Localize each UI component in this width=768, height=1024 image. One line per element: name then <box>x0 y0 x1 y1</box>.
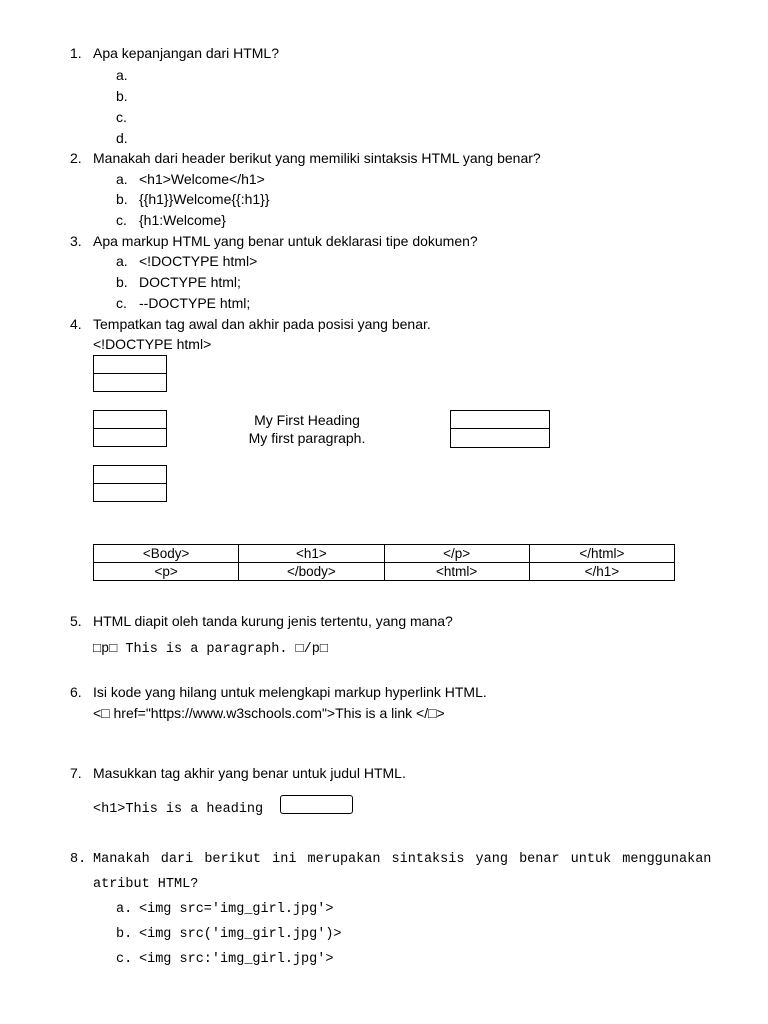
q8-text-line1: Manakah dari berikut ini merupakan sintaksis yang benar untuk menggunakan <box>93 852 712 867</box>
table-row <box>94 545 675 563</box>
q3-option-a-letter: a. <box>116 253 128 269</box>
q2-option-b-letter: b. <box>116 191 128 207</box>
blank-box-3[interactable] <box>93 410 167 429</box>
q8-option-a-letter: a. <box>116 902 133 917</box>
q4-number: 4. <box>70 316 82 332</box>
q8-option-a-text: <img src='img_girl.jpg'> <box>139 902 334 917</box>
q2-option-c-letter: c. <box>116 212 127 228</box>
tag-option[interactable]: <h1> <box>239 545 384 563</box>
q3-text: Apa markup HTML yang benar untuk deklarasi tipe dokumen? <box>93 233 478 249</box>
q2-option-a-text: <h1>Welcome</h1> <box>139 171 265 187</box>
q2-text: Manakah dari header berikut yang memiliki sintaksis HTML yang benar? <box>93 150 541 166</box>
tag-option[interactable]: </body> <box>239 563 384 581</box>
q3-option-c-text: --DOCTYPE html; <box>139 295 251 311</box>
q3-number: 3. <box>70 233 82 249</box>
q3-option-c-letter: c. <box>116 295 127 311</box>
q1-option-d: d. <box>116 130 128 146</box>
blank-box-7[interactable] <box>450 410 550 429</box>
q8-text-line2: atribut HTML? <box>93 877 199 892</box>
tag-option[interactable]: <p> <box>94 563 239 581</box>
q2-option-c-text: {h1:Welcome} <box>139 212 226 228</box>
q1-option-c: c. <box>116 109 127 125</box>
blank-box-6[interactable] <box>93 483 167 502</box>
table-row <box>94 563 675 581</box>
q2-number: 2. <box>70 150 82 166</box>
q6-code: <□ href="https://www.w3schools.com">This is a link </□> <box>93 705 445 721</box>
q3-option-b-text: DOCTYPE html; <box>139 274 241 290</box>
q1-text: Apa kepanjangan dari HTML? <box>93 45 280 61</box>
q5-text: HTML diapit oleh tanda kurung jenis tertentu, yang mana? <box>93 613 453 629</box>
q8-option-c-text: <img src:'img_girl.jpg'> <box>139 952 334 967</box>
blank-box-8[interactable] <box>450 428 550 448</box>
q4-heading-text: My First Heading <box>254 412 360 428</box>
q5-number: 5. <box>70 613 82 629</box>
q5-code: □p□ This is a paragraph. □/p□ <box>93 642 328 657</box>
q8-number: 8. <box>70 852 87 867</box>
q8-option-b-text: <img src('img_girl.jpg')> <box>139 927 342 942</box>
tag-option[interactable]: </h1> <box>529 563 674 581</box>
q2-option-b-text: {{h1}}Welcome{{:h1}} <box>139 191 270 207</box>
blank-box-5[interactable] <box>93 465 167 484</box>
tag-option[interactable]: </p> <box>384 545 529 563</box>
q4-text: Tempatkan tag awal dan akhir pada posisi yang benar. <box>93 316 431 332</box>
q4-doctype: <!DOCTYPE html> <box>93 336 212 352</box>
q2-option-a-letter: a. <box>116 171 128 187</box>
q1-option-a: a. <box>116 67 128 83</box>
q6-number: 6. <box>70 684 82 700</box>
q7-answer-box[interactable] <box>280 795 353 814</box>
tag-option[interactable]: <Body> <box>94 545 239 563</box>
q3-option-a-text: <!DOCTYPE html> <box>139 253 258 269</box>
tag-options-table <box>93 544 675 581</box>
q7-text: Masukkan tag akhir yang benar untuk judul HTML. <box>93 765 406 781</box>
q8-option-c-letter: c. <box>116 952 133 967</box>
blank-box-4[interactable] <box>93 428 167 447</box>
q1-number: 1. <box>70 45 82 61</box>
blank-box-2[interactable] <box>93 373 167 392</box>
q3-option-b-letter: b. <box>116 274 128 290</box>
q1-option-b: b. <box>116 88 128 104</box>
q6-text: Isi kode yang hilang untuk melengkapi markup hyperlink HTML. <box>93 684 487 700</box>
q8-option-b-letter: b. <box>116 927 133 942</box>
tag-option[interactable]: </html> <box>529 545 674 563</box>
q7-code: <h1>This is a heading <box>93 802 264 817</box>
tag-option[interactable]: <html> <box>384 563 529 581</box>
blank-box-1[interactable] <box>93 355 167 374</box>
q4-paragraph-text: My first paragraph. <box>248 430 366 446</box>
q7-number: 7. <box>70 765 82 781</box>
